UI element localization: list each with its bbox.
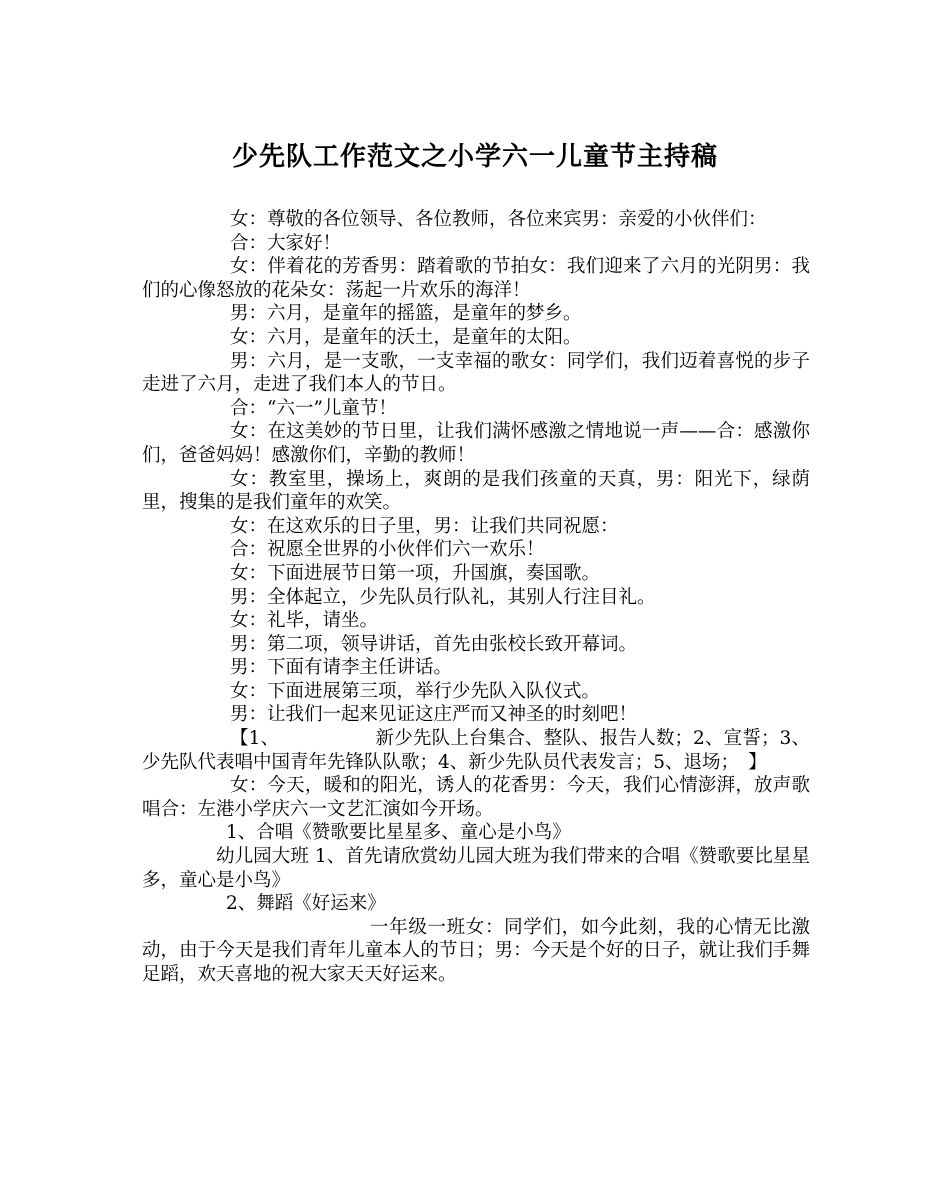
paragraph: 女：下面进展节日第一项，升国旗，奏国歌。 <box>230 562 601 584</box>
paragraph: 女：尊敬的各位领导、各位教师，各位来宾男：亲爱的小伙伴们： <box>230 209 767 230</box>
paragraph: 女：下面进展第三项，举行少先队入队仪式。 <box>230 680 601 702</box>
ceremony-steps-start: 【1、 <box>230 728 280 750</box>
ceremony-steps-rest: 新少先队上台集合、整队、报告人数；2、宣誓；3、少先队代表唱中国青年先锋队队歌；4、新少先队员代表发言；5、退场； 】 <box>142 728 810 773</box>
program-item-2: 2、舞蹈《好运来》 <box>226 893 386 915</box>
paragraph: 女：教室里，操场上，爽朗的是我们孩童的天真，男：阳光下，绿荫里，搜集的是我们童年的欢笑。 <box>142 468 810 514</box>
paragraph: 合：大家好！ <box>230 232 342 254</box>
paragraph: 女：伴着花的芳香男：踏着歌的节拍女：我们迎来了六月的光阴男：我们的心像怒放的花朵女：荡起一片欢乐的海洋！ <box>142 256 810 301</box>
paragraph: 男：下面有请李主任讲话。 <box>230 657 453 679</box>
grade-one-paragraph: 一年级一班女：同学们，如今此刻，我的心情无比激动，由于今天是我们青年儿童本人的节日；男：今天是个好的日子，就让我们手舞足蹈，欢天喜地的祝大家天天好运来。 <box>142 916 810 985</box>
ceremony-steps <box>142 727 810 774</box>
program-item-1: 1、合唱《赞歌要比星星多、童心是小鸟》 <box>226 822 571 844</box>
paragraph: 女：六月，是童年的沃土，是童年的太阳。 <box>230 326 582 348</box>
kindergarten-paragraph: 幼儿园大班 1、首先请欣赏幼儿园大班为我们带来的合唱《赞歌要比星星多，童心是小鸟》 <box>142 846 810 891</box>
paragraph: 男：全体起立，少先队员行队礼，其别人行注目礼。 <box>230 586 656 608</box>
paragraph: 合：“六一”儿童节！ <box>230 397 397 419</box>
paragraph: 男：第二项，领导讲话，首先由张校长致开幕词。 <box>230 633 638 655</box>
paragraph: 女：今天，暖和的阳光，诱人的花香男：今天，我们心情澎湃，放声歌唱合：左港小学庆六一文艺汇演如今开场。 <box>142 775 810 820</box>
paragraph: 女：礼毕，请坐。 <box>230 610 379 632</box>
paragraph: 合：祝愿全世界的小伙伴们六一欢乐！ <box>230 539 545 561</box>
paragraph: 男：六月，是一支歌，一支幸福的歌女：同学们，我们迈着喜悦的步子走进了六月，走进了我们本人的节日。 <box>142 350 810 396</box>
paragraph: 女：在这美妙的节日里，让我们满怀感激之情地说一声——合：感激你们，爸爸妈妈！感激你们，辛勤的教师！ <box>142 421 810 466</box>
paragraph: 男：让我们一起来见证这庄严而又神圣的时刻吧！ <box>230 704 638 726</box>
paragraph: 女：在这欢乐的日子里，男：让我们共同祝愿： <box>230 515 619 537</box>
document-title: 少先队工作范文之小学六一儿童节主持稿 <box>231 142 718 172</box>
paragraph: 男：六月，是童年的摇篮，是童年的梦乡。 <box>230 303 582 325</box>
document-body <box>142 208 810 987</box>
